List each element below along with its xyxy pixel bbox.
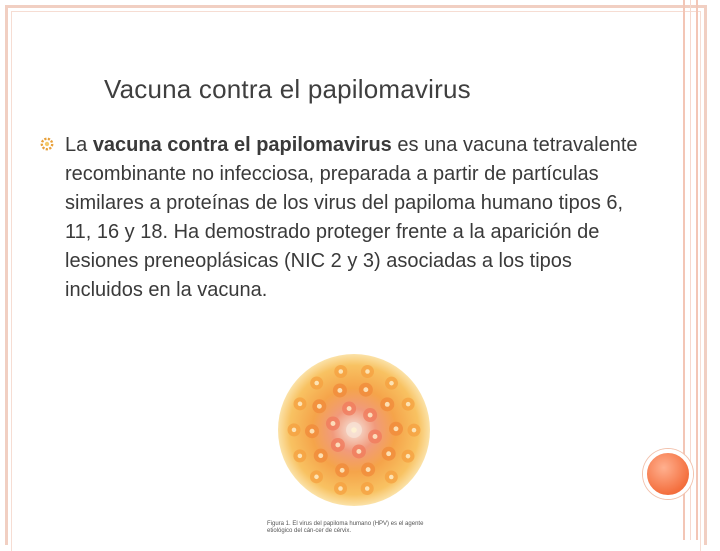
capsomer-center [412, 428, 417, 433]
capsomer-center [314, 475, 319, 480]
capsomer-center [314, 381, 319, 386]
capsomer-center [335, 443, 340, 448]
bullet-bold-term: vacuna contra el papilomavirus [92, 134, 392, 156]
capsomer-center [298, 402, 303, 407]
capsomer-center [292, 428, 297, 433]
capsomer-center [363, 387, 368, 392]
capsomer-center [338, 486, 343, 491]
decorative-circle [643, 449, 693, 499]
capsomer-center [385, 402, 390, 407]
capsomer-center [406, 454, 411, 459]
capsomer-center [365, 369, 370, 374]
capsomer-center [331, 421, 336, 426]
capsomer-center [310, 429, 315, 434]
capsomer-center [389, 381, 394, 386]
decorative-rail [696, 0, 698, 540]
bullet-rest: es una vacuna tetravalente recombinante no infecciosa, preparada a partir de partículas similares a proteínas de los virus del papiloma humano tipos 6, 11, 16 y 18. Ha demostrado proteger frente a la aparición de lesiones preneoplásicas (NIC 2 y 3) asociadas a los tipos incluidos en la vacuna. [65, 134, 638, 301]
capsomer-center [351, 427, 357, 433]
capsomer-center [340, 468, 345, 473]
capsomer-center [347, 406, 352, 411]
slide-title: Vacuna contra el papilomavirus [104, 74, 471, 104]
capsomer-center [373, 434, 378, 439]
capsomer-center [368, 413, 373, 418]
gear-bullet-icon [40, 137, 54, 151]
capsomer-center [366, 467, 371, 472]
capsomer-center [394, 426, 399, 431]
capsomer-center [337, 388, 342, 393]
capsomer-center [389, 475, 394, 480]
capsomer-center [298, 454, 303, 459]
capsomer-center [406, 402, 411, 407]
bullet-paragraph [65, 131, 645, 305]
figure-caption: Figura 1. El virus del papiloma humano (HPV) es el agente etiológico del cán-cer de cérvix. [267, 521, 424, 534]
capsomer-center [318, 453, 323, 458]
capsomer-center [356, 449, 361, 454]
capsomer-center [339, 369, 344, 374]
capsomer-center [386, 451, 391, 456]
papillomavirus-image [268, 346, 440, 518]
capsomer-center [317, 404, 322, 409]
bullet-lead: La [65, 134, 93, 156]
capsomer-center [365, 486, 370, 491]
decorative-rail [690, 0, 691, 540]
